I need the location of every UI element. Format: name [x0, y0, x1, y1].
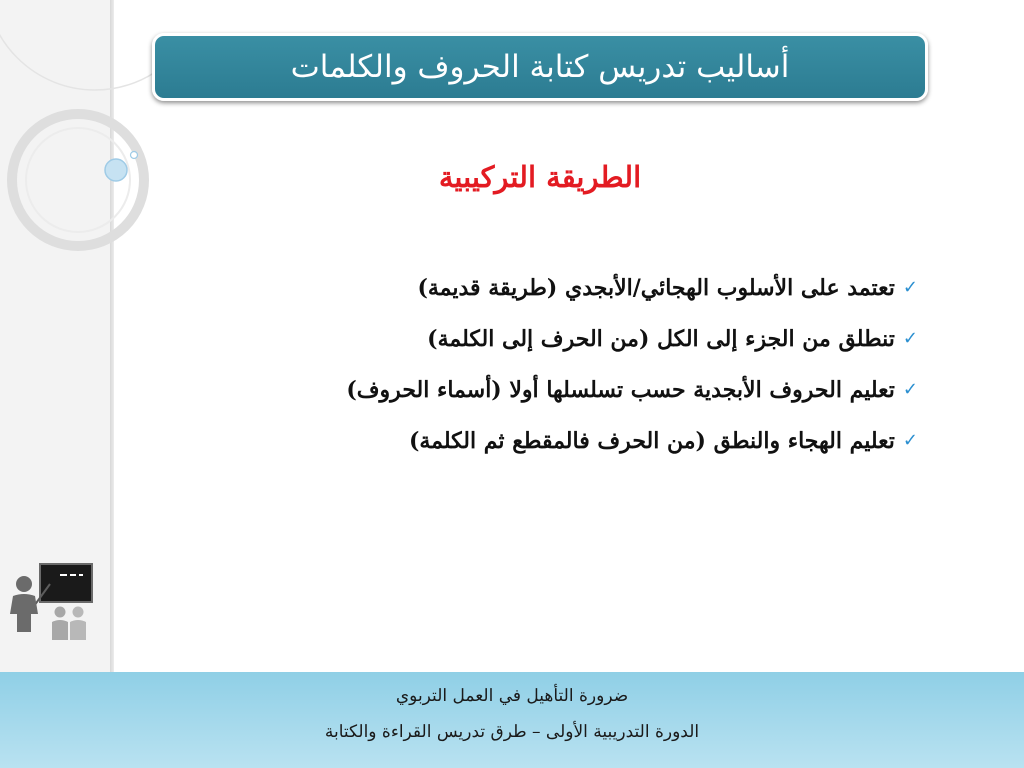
decorative-circles	[0, 0, 160, 260]
bullet-text: تعليم الهجاء والنطق (من الحرف فالمقطع ثم الكلمة)	[408, 427, 895, 454]
footer-line-2: الدورة التدريبية الأولى – طرق تدريس القراءة والكتابة	[324, 722, 700, 742]
bullet-item	[278, 364, 918, 415]
large-ring	[0, 0, 160, 90]
blue-dot-large	[105, 159, 127, 181]
checkmark-icon: ✓	[902, 379, 918, 400]
bullet-text: تنطلق من الجزء إلى الكل (من الحرف إلى الكلمة)	[427, 325, 895, 352]
outer-ring	[12, 114, 144, 246]
bullet-item	[278, 313, 918, 364]
checkmark-icon: ✓	[902, 277, 918, 298]
bullet-item	[278, 415, 918, 466]
slide-title: أساليب تدريس كتابة الحروف والكلمات	[290, 49, 790, 85]
bullet-item	[278, 262, 918, 313]
blue-dot-small	[131, 152, 138, 159]
footer-line-1: ضرورة التأهيل في العمل التربوي	[395, 686, 629, 706]
method-subheading: الطريقة التركيبية	[438, 160, 642, 194]
bullet-text: تعتمد على الأسلوب الهجائي/الأبجدي (طريقة قديمة)	[417, 274, 895, 301]
bullet-text: تعليم الحروف الأبجدية حسب تسلسلها أولا (أسماء الحروف)	[346, 376, 895, 403]
checkmark-icon: ✓	[902, 430, 918, 451]
footer-bar	[0, 672, 1024, 768]
bullet-list	[278, 262, 918, 466]
checkmark-icon: ✓	[902, 328, 918, 349]
teacher-at-blackboard-icon	[8, 562, 98, 646]
title-banner	[152, 33, 928, 101]
